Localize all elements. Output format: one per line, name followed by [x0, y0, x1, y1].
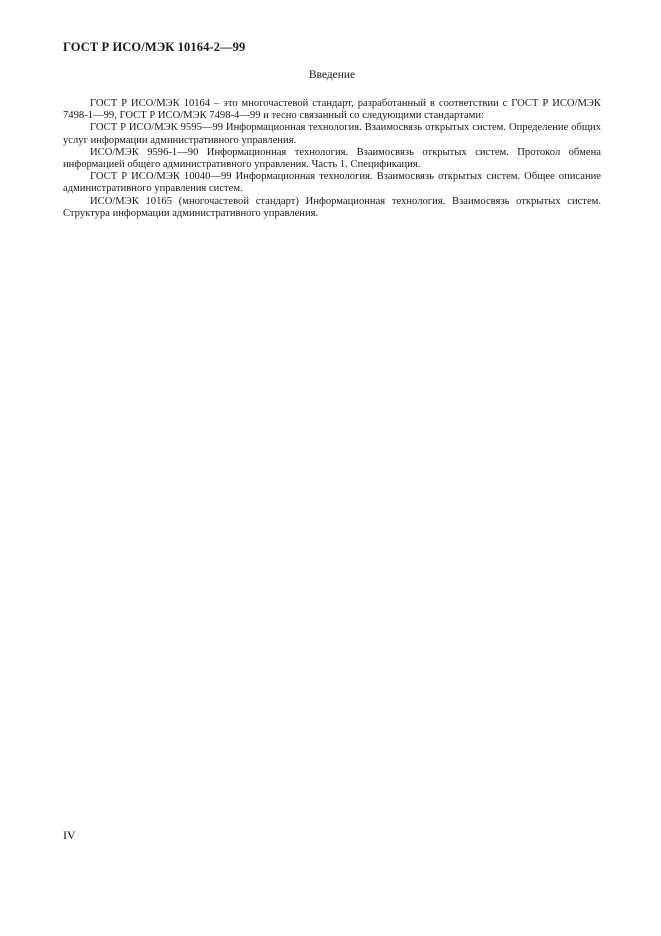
introduction-body	[63, 98, 601, 220]
page-number: IV	[63, 828, 76, 842]
paragraph-iso-10165: ИСО/МЭК 10165 (многочастевой стандарт) Информационная технология. Взаимосвязь открытых систем. Структура информации административного управления.	[63, 195, 601, 219]
paragraph-iso-9596-1: ИСО/МЭК 9596-1—90 Информационная технология. Взаимосвязь открытых систем. Протокол обмена информацией общего административного управления. Часть 1. Спецификация.	[63, 146, 601, 171]
paragraph-intro: ГОСТ Р ИСО/МЭК 10164 – это многочастевой стандарт, разработанный в соответствии с ГОСТ Р ИСО/МЭК 7498-1—99, ГОСТ Р ИСО/МЭК 7498-4—99 и тесно связанный со следующими стандартами:	[63, 98, 601, 122]
paragraph-gost-10040: ГОСТ Р ИСО/МЭК 10040—99 Информационная технология. Взаимосвязь открытых систем. Общее описание административного управления систем.	[63, 171, 601, 195]
document-header: ГОСТ Р ИСО/МЭК 10164-2—99	[63, 40, 246, 54]
paragraph-gost-9595: ГОСТ Р ИСО/МЭК 9595—99 Информационная технология. Взаимосвязь открытых систем. Определение общих услуг информации административного управления.	[63, 122, 601, 146]
section-title: Введение	[308, 69, 356, 81]
